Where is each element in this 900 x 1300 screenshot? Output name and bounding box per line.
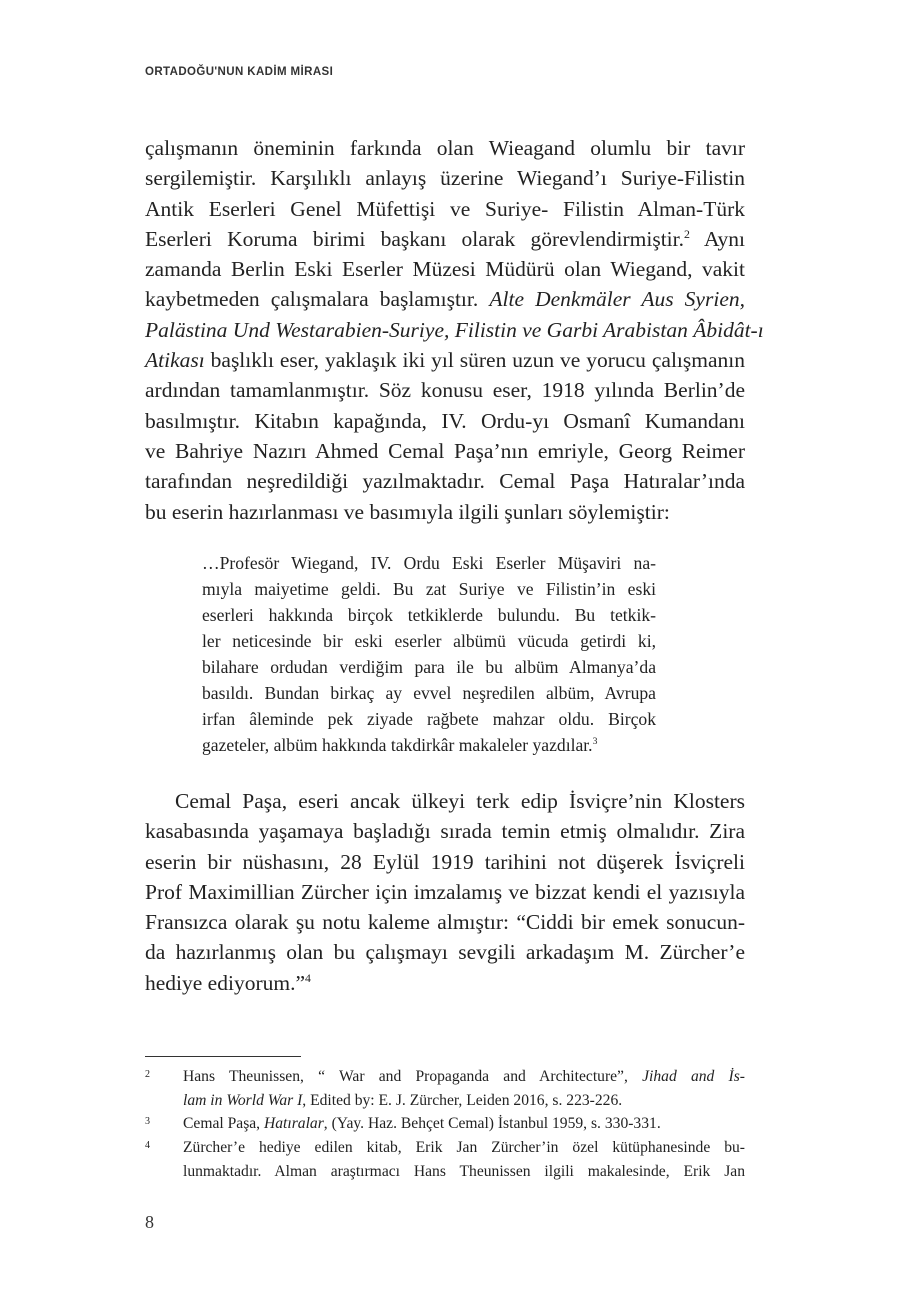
footnote-line [183, 1089, 745, 1113]
text-line: Fransızca olarak şu notu kaleme almıştır: “Ciddi bir emek sonucun- [145, 910, 745, 935]
text-line: zamanda Berlin Eski Eserler Müzesi Müdürü olan Wiegand, vakit [145, 257, 745, 282]
text-line: Cemal Paşa, eseri ancak ülkeyi terk edip İsviçre’nin Klosters [175, 789, 745, 813]
text-line: Antik Eserleri Genel Müfettişi ve Suriye- Filistin Alman-Türk [145, 196, 745, 221]
text-line [145, 968, 745, 998]
text-line [145, 315, 764, 345]
text-line: sergilemiştir. Karşılıklı anlayış üzerine Wiegand’ı Suriye-Filistin [145, 166, 745, 191]
quote-line: bilahare ordudan verdiğim para ile bu albüm Almanya’da [202, 657, 656, 677]
footnote-3 [145, 1112, 745, 1136]
footnote-number: 4 [145, 1140, 150, 1151]
text-segment: , Edited by: E. J. Zürcher, Leiden 2016, s. 223-226. [302, 1091, 623, 1109]
text-segment: Cemal Paşa, [183, 1115, 264, 1132]
quote-line: eserleri hakkında birçok tetkiklerde bulundu. Bu tetkik- [202, 605, 656, 625]
book-title-italic: Atikası [145, 348, 205, 373]
footnote-4 [145, 1136, 745, 1183]
text-line: kasabasında yaşamaya başladığı sırada temin etmiş olmalıdır. Zira [145, 819, 745, 844]
text-segment: Eserleri Koruma birimi başkanı olarak görevlendirmiştir. [145, 226, 684, 251]
book-title-italic: Jihad and İs- [642, 1068, 745, 1085]
footnote-ref[interactable]: 3 [592, 736, 598, 748]
quote-line: mıyla maiyetime geldi. Bu zat Suriye ve Filistin’in eski [202, 579, 656, 599]
text-line: çalışmanın öneminin farkında olan Wieagand olumlu bir tavır [145, 136, 745, 160]
footnote-number: 2 [145, 1069, 150, 1080]
quote-line: …Profesör Wiegand, IV. Ordu Eski Eserler Müşaviri na- [202, 553, 656, 573]
text-line: ardından tamamlanmıştır. Söz konusu eser, 1918 yılında Berlin’de [145, 378, 745, 403]
paragraph-2 [145, 786, 745, 998]
text-segment: hediye ediyorum.” [145, 970, 306, 995]
text-line: da hazırlanmış olan bu çalışmayı sevgili arkadaşım M. Zürcher’e [145, 940, 745, 965]
book-title-italic: Palästina Und Westarabien-Suriye, Filistin ve Garbi Arabistan Âbidât-ı [145, 317, 764, 342]
text-segment: Aynı [689, 226, 746, 251]
footnote-ref[interactable]: 2 [684, 226, 690, 241]
block-quote [202, 550, 656, 758]
running-header: ORTADOĞU'NUN KADİM MİRASI [145, 66, 334, 78]
text-line: tarafından neşredildiği yazılmaktadır. Cemal Paşa Hatıralar’ında [145, 469, 745, 494]
text-segment: kaybetmeden çalışmalara başlamıştır. [145, 287, 490, 312]
quote-line: ler neticesinde bir eski eserler albümü vücuda getirdi ki, [202, 631, 656, 651]
text-segment: Hans Theunissen, “ War and Propaganda and Architecture”, [183, 1068, 643, 1085]
text-line: basılmıştır. Kitabın kapağında, IV. Ordu-yı Osmanî Kumandanı [145, 408, 745, 433]
footnote-line [183, 1112, 745, 1136]
text-line: eserin bir nüshasını, 28 Eylül 1919 tarihini not düşerek İsviçreli [145, 849, 745, 874]
quote-line: irfan âleminde pek ziyade rağbete mahzar oldu. Birçok [202, 709, 656, 729]
text-line: Prof Maximillian Zürcher için imzalamış ve bizzat kendi el yazısıyla [145, 879, 745, 904]
paragraph-1 [145, 133, 764, 527]
quote-line: basıldı. Bundan birkaç ay evvel neşredilen albüm, Avrupa [202, 683, 656, 703]
book-title-italic: Hatıralar [263, 1115, 324, 1132]
footnote-line [183, 1065, 745, 1089]
footnote-line: lunmaktadır. Alman araştırmacı Hans Theunissen ilgili makalesinde, Erik Jan [183, 1162, 745, 1180]
footnote-divider [145, 1056, 301, 1057]
text-line: ve Bahriye Nazırı Ahmed Cemal Paşa’nın emriyle, Georg Reimer [145, 438, 745, 463]
text-line [145, 284, 745, 314]
book-title-italic: Alte Denkmäler Aus Syrien, [489, 287, 745, 312]
footnote-ref[interactable]: 4 [305, 970, 311, 985]
text-line [145, 345, 745, 375]
text-line: bu eserin hazırlanması ve basımıyla ilgili şunları söylemiştir: [145, 499, 670, 524]
footnote-line: Zürcher’e hediye edilen kitab, Erik Jan Zürcher’in özel kütüphanesinde bu- [183, 1139, 745, 1156]
page-number: 8 [145, 1212, 154, 1232]
text-segment: gazeteler, albüm hakkında takdirkâr makaleler yazdılar. [202, 735, 593, 755]
text-line [145, 224, 745, 254]
text-segment: başlıklı eser, yaklaşık iki yıl süren uzun ve yorucu çalışmanın [204, 348, 745, 373]
text-segment: , (Yay. Haz. Behçet Cemal) İstanbul 1959, s. 330-331. [323, 1115, 661, 1132]
quote-line [202, 732, 656, 758]
book-title-italic: lam in World War I [183, 1091, 303, 1109]
footnote-number: 3 [145, 1116, 150, 1127]
footnote-2 [145, 1065, 745, 1112]
